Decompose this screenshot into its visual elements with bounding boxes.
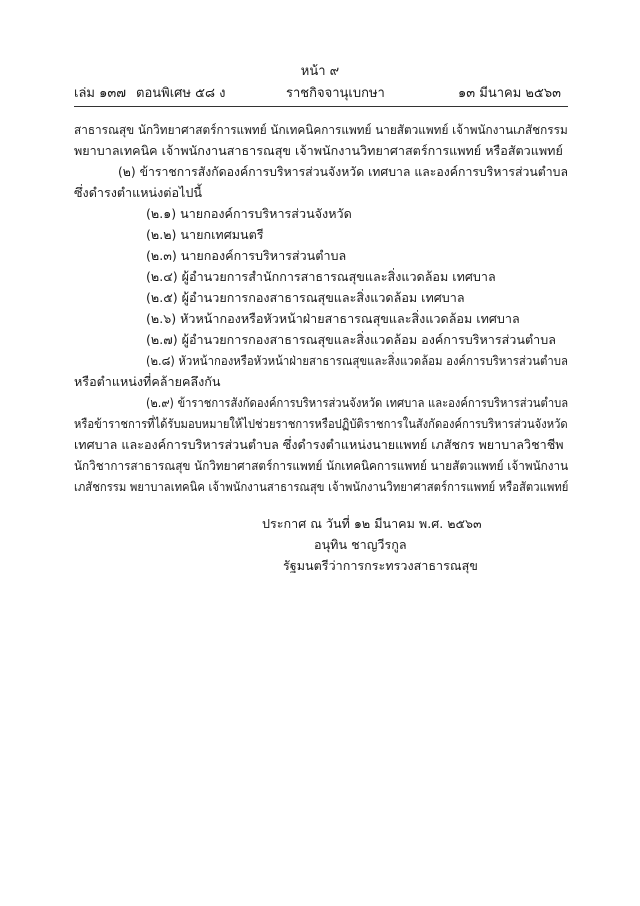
header-section: ตอนพิเศษ ๕๘ ง — [136, 86, 226, 101]
list-item: (๒.๒) นายกเทศมนตรี — [146, 227, 264, 242]
list-item: (๒.๖) หัวหน้ากองหรือหัวหน้าฝ่ายสาธารณสุขและสิ่งแวดล้อม เทศบาล — [146, 311, 520, 326]
list-item: (๒.๗) ผู้อำนวยการกองสาธารณสุขและสิ่งแวดล้อม องค์การบริหารส่วนตำบล — [146, 332, 556, 347]
list-item: (๒.๑) นายกองค์การบริหารส่วนจังหวัด — [146, 206, 352, 221]
body-line: หรือตำแหน่งที่คล้ายคลึงกัน — [74, 374, 221, 389]
header-publication: ราชกิจจานุเบกษา — [286, 86, 385, 101]
header-rule — [74, 106, 568, 107]
gazette-header — [74, 82, 568, 102]
signatory-title: รัฐมนตรีว่าการกระทรวงสาธารณสุข — [283, 558, 478, 573]
body-line: นักวิชาการสาธารณสุข นักวิทยาศาสตร์การแพทย์ นักเทคนิคการแพทย์ นายสัตวแพทย์ เจ้าพนักงาน — [74, 458, 569, 473]
list-item: (๒.๕) ผู้อำนวยการกองสาธารณสุขและสิ่งแวดล้อม เทศบาล — [146, 290, 465, 305]
signatory-name: อนุทิน ชาญวีรกูล — [314, 537, 407, 552]
body-line: เทศบาล และองค์การบริหารส่วนตำบล ซึ่งดำรงตำแหน่งนายแพทย์ เภสัชกร พยาบาลวิชาชีพ — [74, 437, 564, 452]
body-line: พยาบาลเทคนิค เจ้าพนักงานสาธารณสุข เจ้าพนักงานวิทยาศาสตร์การแพทย์ หรือสัตวแพทย์ — [74, 143, 563, 158]
list-item: (๒.๘) หัวหน้ากองหรือหัวหน้าฝ่ายสาธารณสุขและสิ่งแวดล้อม องค์การบริหารส่วนตำบล — [146, 353, 569, 368]
body-line: หรือข้าราชการที่ได้รับมอบหมายให้ไปช่วยราชการหรือปฏิบัติราชการในสังกัดองค์การบริหารส่วนจังหวัด — [74, 416, 568, 431]
announcement-date: ประกาศ ณ วันที่ ๑๒ มีนาคม พ.ศ. ๒๕๖๓ — [262, 516, 482, 531]
header-date: ๑๓ มีนาคม ๒๕๖๓ — [458, 86, 561, 101]
list-item: (๒.๙) ข้าราชการสังกัดองค์การบริหารส่วนจังหวัด เทศบาล และองค์การบริหารส่วนตำบล — [146, 395, 569, 410]
list-item: (๒.๓) นายกองค์การบริหารส่วนตำบล — [146, 248, 347, 263]
body-line: (๒) ข้าราชการสังกัดองค์การบริหารส่วนจังหวัด เทศบาล และองค์การบริหารส่วนตำบล — [118, 164, 568, 179]
header-volume: เล่ม ๑๓๗ — [74, 86, 127, 101]
body-line: เภสัชกรรม พยาบาลเทคนิค เจ้าพนักงานสาธารณสุข เจ้าพนักงานวิทยาศาสตร์การแพทย์ หรือสัตวแพทย์ — [74, 479, 569, 494]
body-line: ซึ่งดำรงตำแหน่งต่อไปนี้ — [74, 185, 202, 200]
list-item: (๒.๔) ผู้อำนวยการสำนักการสาธารณสุขและสิ่งแวดล้อม เทศบาล — [146, 269, 496, 284]
body-line: สาธารณสุข นักวิทยาศาสตร์การแพทย์ นักเทคนิคการแพทย์ นายสัตวแพทย์ เจ้าพนักงานเภสัชกรรม — [74, 122, 568, 137]
page-number: หน้า ๙ — [300, 64, 340, 79]
